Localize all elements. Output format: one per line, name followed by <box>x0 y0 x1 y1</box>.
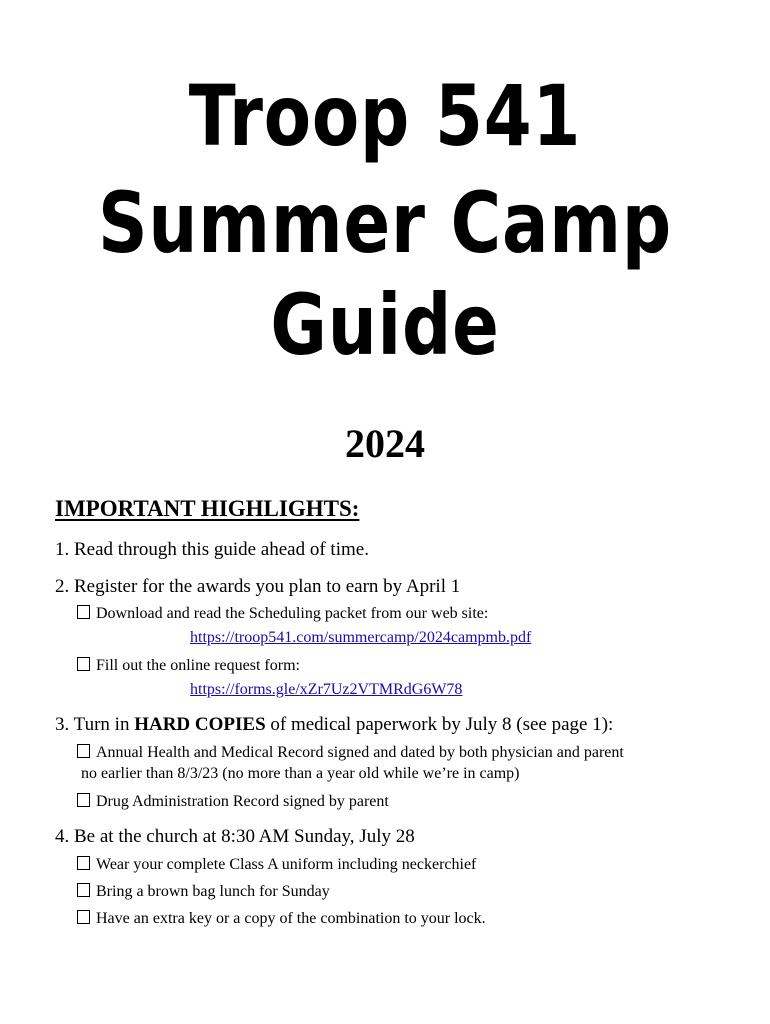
item-3-pre: 3. Turn in <box>55 714 135 735</box>
checkbox-icon <box>77 744 90 758</box>
item-2-sub-1-text: Download and read the Scheduling packet from our web site: <box>96 605 489 622</box>
title-line-3: Guide <box>270 276 500 374</box>
item-3-post: of medical paperwork by July 8 (see page 1): <box>265 714 614 735</box>
item-4-sub-3-text: Have an extra key or a copy of the combination to your lock. <box>96 910 486 927</box>
item-3-sub-1-line-1: Annual Health and Medical Record signed and dated by both physician and parent <box>96 744 624 761</box>
item-4-sub-3 <box>77 909 737 930</box>
item-3 <box>55 715 613 734</box>
year: 2024 <box>345 421 425 466</box>
item-3-bold: HARD COPIES <box>134 714 266 735</box>
title-line-1: Troop 541 <box>188 67 582 165</box>
form-link[interactable]: https://forms.gle/xZr7Uz2VTMRdG6W78 <box>190 681 463 698</box>
checkbox-icon <box>77 883 90 897</box>
checkbox-icon <box>77 657 90 671</box>
item-2-sub-2-text: Fill out the online request form: <box>96 657 300 674</box>
highlights-heading: IMPORTANT HIGHLIGHTS: <box>55 496 360 521</box>
item-1: 1. Read through this guide ahead of time. <box>55 539 369 560</box>
item-2: 2. Register for the awards you plan to earn by April 1 <box>55 576 461 597</box>
item-3-sub-2 <box>77 792 737 813</box>
item-2-sub-2 <box>77 656 737 677</box>
item-4-sub-1-text: Wear your complete Class A uniform including neckerchief <box>96 856 477 873</box>
item-3-sub-1 <box>77 743 737 785</box>
packet-link[interactable]: https://troop541.com/summercamp/2024campmb.pdf <box>190 629 532 646</box>
item-4: 4. Be at the church at 8:30 AM Sunday, July 28 <box>55 826 415 847</box>
title-line-2: Summer Camp <box>97 174 672 272</box>
item-3-sub-2-text: Drug Administration Record signed by parent <box>96 793 389 810</box>
checkbox-icon <box>77 856 90 870</box>
item-4-sub-1 <box>77 855 737 876</box>
item-4-sub-2-text: Bring a brown bag lunch for Sunday <box>96 883 330 900</box>
item-3-sub-1-line-2: no earlier than 8/3/23 (no more than a year old while we’re in camp) <box>81 764 520 782</box>
item-4-sub-2 <box>77 882 737 903</box>
item-2-sub-1 <box>77 604 737 625</box>
checkbox-icon <box>77 793 90 807</box>
checkbox-icon <box>77 910 90 924</box>
checkbox-icon <box>77 605 90 619</box>
